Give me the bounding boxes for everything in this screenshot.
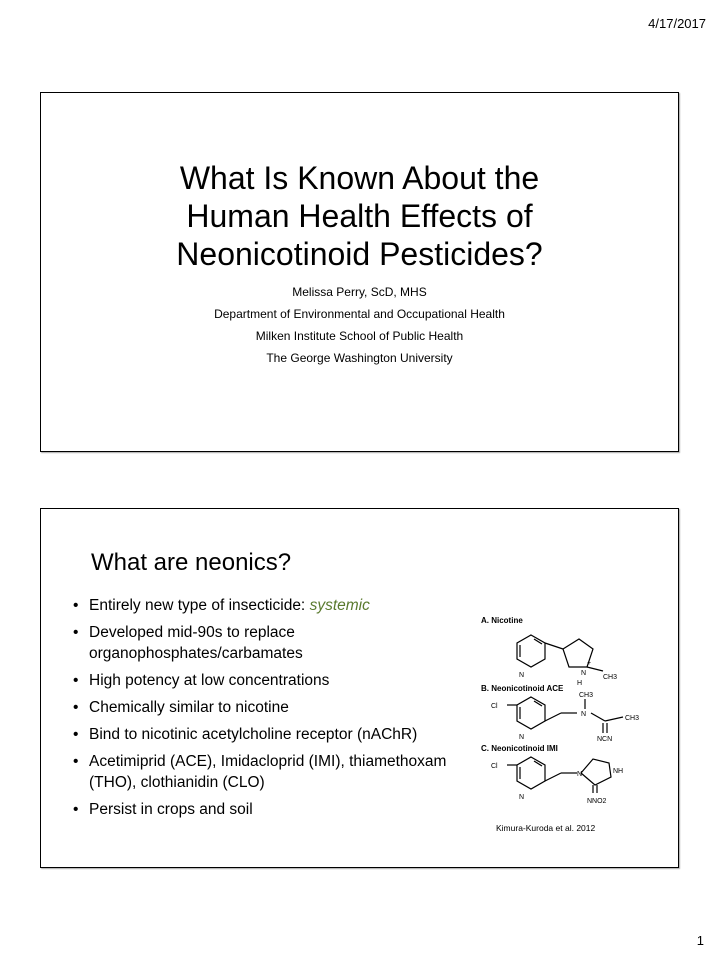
imidazolidine-ring xyxy=(581,759,611,785)
header-date: 4/17/2017 xyxy=(648,16,706,31)
label-ace: B. Neonicotinoid ACE xyxy=(481,684,564,693)
bullet-item: • Acetimiprid (ACE), Imidacloprid (IMI), thiamethoxam (THO), clothianidin (CLO) xyxy=(73,751,473,793)
atom-n-nicotine-pyridine: N xyxy=(519,672,525,679)
atom-nno2: NNO2 xyxy=(587,798,607,805)
label-imi: C. Neonicotinoid IMI xyxy=(481,744,558,753)
atom-ch3-ace-top: CH3 xyxy=(579,692,594,699)
title-line-1: What Is Known About the xyxy=(179,160,540,196)
atom-ch3-ace-right: CH3 xyxy=(625,715,640,722)
author-university: The George Washington University xyxy=(266,351,453,365)
atom-ncn: NCN xyxy=(597,736,613,743)
atom-cl-imi: Cl xyxy=(491,763,498,770)
title-slide xyxy=(40,92,679,452)
chemical-structures-diagram xyxy=(481,613,661,813)
bullet-item: • High potency at low concentrations xyxy=(73,670,473,691)
emphasis-systemic: systemic xyxy=(309,597,370,614)
atom-n-nicotine-ring: N xyxy=(581,670,587,677)
author-name: Melissa Perry, ScD, MHS xyxy=(292,285,427,299)
author-department: Department of Environmental and Occupational Health xyxy=(214,307,505,321)
charge-plus: + xyxy=(587,660,592,667)
atom-h: H xyxy=(577,680,583,687)
atom-ch3-nicotine: CH3 xyxy=(603,674,618,681)
pyridine-ring-imi xyxy=(517,757,545,789)
bullet-item: • Bind to nicotinic acetylcholine receptor (nAChR) xyxy=(73,724,473,745)
author-block xyxy=(41,281,678,369)
pyridine-ring-ace xyxy=(517,697,545,729)
atom-n-ace-pyridine: N xyxy=(519,734,525,741)
page-number: 1 xyxy=(696,933,704,948)
atom-n-ace: N xyxy=(581,711,587,718)
title-line-2: Human Health Effects of xyxy=(186,198,533,234)
atom-cl-ace: Cl xyxy=(491,703,498,710)
atom-n-imi: N xyxy=(577,771,583,778)
label-nicotine: A. Nicotine xyxy=(481,616,523,625)
figure-citation: Kimura-Kuroda et al. 2012 xyxy=(496,823,596,833)
bullet-list xyxy=(73,595,473,826)
slide1-title xyxy=(41,159,678,273)
bullet-item: • Chemically similar to nicotine xyxy=(73,697,473,718)
slide2-title: What are neonics? xyxy=(91,549,292,576)
atom-nh: NH xyxy=(613,768,624,775)
bullet-item: • Entirely new type of insecticide: systemic xyxy=(73,595,473,616)
title-line-3: Neonicotinoid Pesticides? xyxy=(176,236,543,272)
pyridine-ring-nicotine xyxy=(517,635,545,667)
bullet-item: • Persist in crops and soil xyxy=(73,799,473,820)
bullet-item: • Developed mid-90s to replace organophosphates/carbamates xyxy=(73,622,473,664)
atom-n-imi-pyridine: N xyxy=(519,794,525,801)
author-school: Milken Institute School of Public Health xyxy=(255,329,464,343)
neonics-slide xyxy=(40,508,679,868)
